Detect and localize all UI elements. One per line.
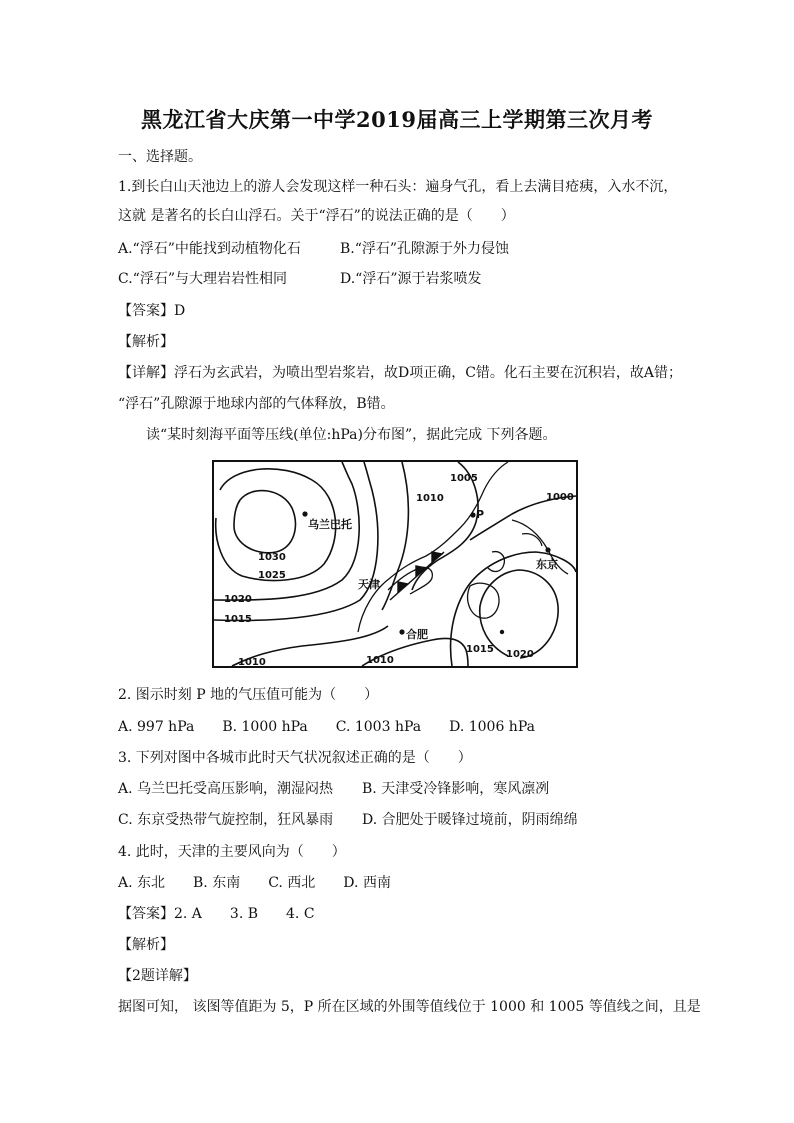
analysis-label: 【解析】 bbox=[118, 937, 174, 953]
q1-option-b: B.“浮石”孔隙源于外力侵蚀 bbox=[340, 241, 510, 257]
q2-stem: 2. 图示时刻 P 地的气压值可能为（ ） bbox=[118, 687, 379, 703]
section-heading: 一、选择题。 bbox=[118, 149, 202, 165]
q1-analysis-label: 【解析】 bbox=[118, 334, 174, 350]
q1-stem-line2: 这就 是著名的长白山浮石。关于“浮石”的说法正确的是（ ） bbox=[118, 208, 515, 224]
island-dot bbox=[500, 630, 504, 634]
label-1000: 1000 bbox=[546, 492, 574, 503]
q1-detail-line2: “浮石”孔隙源于地球内部的气体释放，B错。 bbox=[118, 396, 395, 412]
label-1020-right: 1020 bbox=[506, 649, 534, 660]
label-1020-left: 1020 bbox=[224, 594, 252, 605]
q2-detail-label: 【2题详解】 bbox=[118, 968, 197, 984]
q1-stem-line1: 1.到长白山天池边上的游人会发现这样一种石头：遍身气孔，看上去满目疮痍，入水不沉， bbox=[118, 179, 678, 195]
label-1010-bottom: 1010 bbox=[366, 655, 394, 666]
q3-stem: 3. 下列对图中各城市此时天气状况叙述正确的是（ ） bbox=[118, 750, 472, 766]
label-tianjin: 天津 bbox=[358, 578, 380, 591]
tokyo-dot bbox=[545, 547, 550, 552]
q1-detail-line1: 【详解】浮石为玄武岩，为喷出型岩浆岩，故D项正确，C错。化石主要在沉积岩，故A错； bbox=[118, 365, 683, 381]
isobar-map bbox=[212, 460, 578, 668]
label-1025: 1025 bbox=[258, 570, 286, 581]
label-ulaanbaatar: 乌兰巴托 bbox=[308, 518, 352, 531]
answers: 【答案】2. A 3. B 4. C bbox=[118, 906, 315, 922]
label-1015-right: 1015 bbox=[466, 644, 494, 655]
q3-option-c: C. 东京受热带气旋控制，狂风暴雨 bbox=[118, 812, 334, 828]
label-p: P bbox=[476, 508, 485, 521]
q1-option-a: A.“浮石”中能找到动植物化石 bbox=[118, 241, 301, 257]
map-intro: 读“某时刻海平面等压线(单位:hPa)分布图”，据此完成 下列各题。 bbox=[146, 427, 557, 443]
label-1015-left: 1015 bbox=[224, 614, 252, 625]
page-title: 黑龙江省大庆第一中学2019届高三上学期第三次月考 bbox=[141, 107, 653, 132]
ulaanbaatar-dot bbox=[302, 511, 307, 516]
q2-options: A. 997 hPa B. 1000 hPa C. 1003 hPa D. 1006 hPa bbox=[118, 719, 535, 735]
q2-detail-text: 据图可知， 该图等值距为 5，P 所在区域的外围等值线位于 1000 和 1005 等值线之间，且是 bbox=[118, 999, 701, 1015]
q4-options: A. 东北 B. 东南 C. 西北 D. 西南 bbox=[118, 875, 391, 891]
q1-answer: 【答案】D bbox=[118, 303, 186, 319]
label-1010-left: 1010 bbox=[238, 657, 266, 668]
q3-option-b: B. 天津受冷锋影响，寒风凛冽 bbox=[362, 781, 550, 797]
q3-option-d: D. 合肥处于暖锋过境前，阴雨绵绵 bbox=[362, 812, 578, 828]
hefei-dot bbox=[399, 629, 404, 634]
q3-option-a: A. 乌兰巴托受高压影响，潮湿闷热 bbox=[118, 781, 334, 797]
label-hefei: 合肥 bbox=[406, 628, 428, 641]
label-1010-top: 1010 bbox=[416, 493, 444, 504]
q1-option-d: D.“浮石”源于岩浆喷发 bbox=[340, 271, 482, 287]
q4-stem: 4. 此时，天津的主要风向为（ ） bbox=[118, 844, 346, 860]
p-dot bbox=[470, 512, 475, 517]
q1-option-c: C.“浮石”与大理岩岩性相同 bbox=[118, 271, 287, 287]
label-1005: 1005 bbox=[450, 473, 478, 484]
label-tokyo: 东京 bbox=[536, 558, 558, 571]
label-1030: 1030 bbox=[258, 552, 286, 563]
